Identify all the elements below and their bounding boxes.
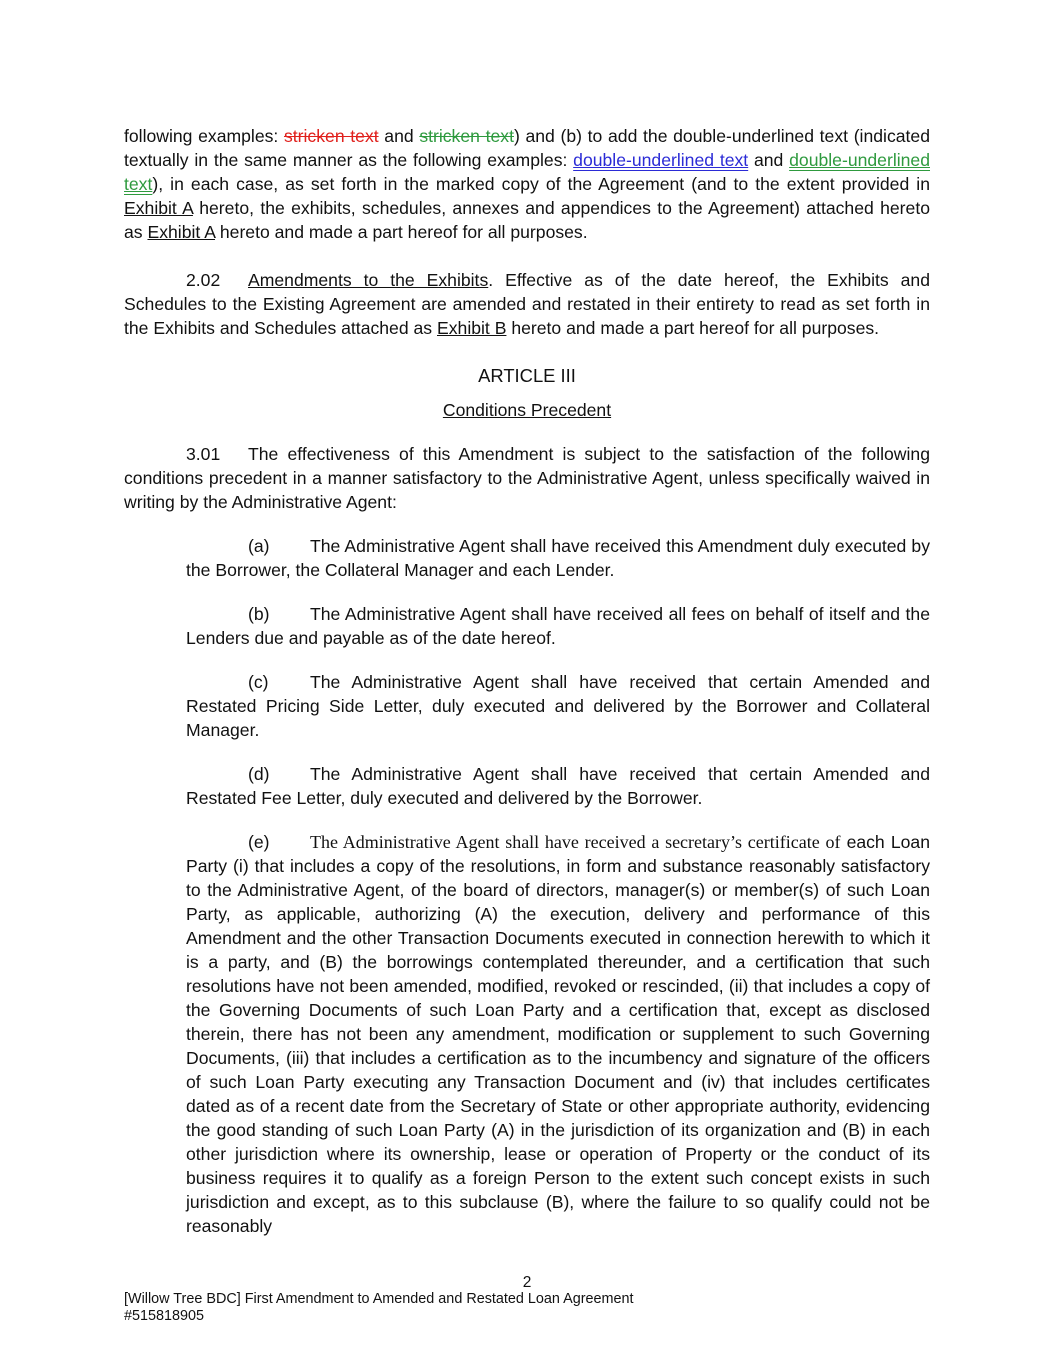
text-run: and [378, 126, 420, 146]
section-heading: Amendments to the Exhibits [248, 270, 489, 290]
text-run: . Effective as of the date hereof, the Exhibits and Schedules to the Existing Agreement are amended and restated in their entirety to read as set forth in the Exhibits and Schedules attached as [124, 270, 930, 338]
condition-item-a [186, 534, 930, 582]
paragraph-amendments-text [124, 124, 930, 244]
item-label: (c) [248, 672, 269, 692]
footer-document-title: [Willow Tree BDC] First Amendment to Amended and Restated Loan Agreement [124, 1291, 634, 1307]
item-text: The Administrative Agent shall have received that certain Amended and Restated Fee Letter, duly executed and delivered by the Borrower. [186, 764, 930, 808]
page-footer [124, 1274, 930, 1325]
exhibit-a-reference: Exhibit A [124, 198, 193, 218]
item-label: (b) [248, 604, 270, 624]
item-label: (a) [248, 536, 270, 556]
stricken-text-green: stricken text [419, 126, 514, 146]
footer-document-id: #515818905 [124, 1308, 205, 1324]
text-run: following examples: [124, 126, 284, 146]
exhibit-a-reference: Exhibit A [147, 222, 215, 242]
item-label: (e) [248, 832, 270, 852]
section-number: 2.02 [186, 270, 221, 290]
item-text: each Loan Party (i) that includes a copy of the resolutions, in form and substance reasonably satisfactory to the Administrative Agent, of the board of directors, manager(s) or member(s) of such Loan Party, as applicable, authorizing (A) the execution, delivery and performance of this Amendment and the other Transaction Documents executed in connection herewith to which it is a party, and (B) the borrowings contemplated thereunder, and a certification that such resolutions have not been amended, modified, revoked or rescinded, (ii) that includes a copy of the Governing Documents of such Loan Party and a certification that, except as disclosed therein, there has not been any amendment, modification or supplement to such Governing Documents, (iii) that includes a certification as to the incumbency and signature of the officers of such Loan Party executing any Transaction Document and (iv) that includes certificates dated as of a recent date from the Secretary of State or other appropriate authority, evidencing the good standing of such Loan Party (A) in the jurisdiction of its organization and (B) in each other jurisdiction where its ownership, lease or operation of Property or the conduct of its business requires it to qualify as a foreign Person to the extent such concept exists in such jurisdiction and except, as to this subclause (B), where the failure to so qualify could not be reasonably [186, 832, 930, 1236]
condition-item-c [186, 670, 930, 742]
page-number: 2 [522, 1274, 532, 1291]
item-text: The Administrative Agent shall have received this Amendment duly executed by the Borrower, the Collateral Manager and each Lender. [186, 536, 930, 580]
item-label: (d) [248, 764, 270, 784]
stricken-text-red: stricken text [283, 126, 379, 146]
section-number: 3.01 [186, 444, 221, 464]
item-lead-text: The Administrative Agent shall have received a secretary’s certificate of [310, 832, 841, 852]
text-run: ), in each case, as set forth in the marked copy of the Agreement (and to the extent provided in [152, 174, 930, 194]
text-run: hereto, the exhibits, schedules, annexes and appendices to the Agreement) attached hereto as [124, 198, 930, 242]
item-text: The Administrative Agent shall have received that certain Amended and Restated Pricing Side Letter, duly executed and delivered by the Borrower and Collateral Manager. [186, 672, 930, 740]
text-run: hereto and made a part hereof for all purposes. [214, 222, 588, 242]
text-run: ) and (b) to add the double-underlined text (indicated textually in the same manner as the following examples: [124, 126, 930, 170]
section-text: The effectiveness of this Amendment is subject to the satisfaction of the following conditions precedent in a manner satisfactory to the Administrative Agent, unless specifically waived in writing by the Administrative Agent: [124, 444, 930, 512]
text-run: hereto and made a part hereof for all purposes. [506, 318, 880, 338]
condition-item-e [186, 830, 930, 1238]
text-run: and [748, 150, 790, 170]
article-title: ARTICLE III [478, 365, 576, 386]
section-3-01 [124, 442, 930, 514]
condition-item-b [186, 602, 930, 650]
article-subtitle [124, 398, 930, 422]
article-subtitle-text: Conditions Precedent [442, 400, 612, 420]
double-underlined-text-green: double-underlined text [124, 150, 930, 194]
condition-item-d [186, 762, 930, 810]
double-underlined-text-blue: double-underlined text [573, 150, 749, 170]
item-text: The Administrative Agent shall have received all fees on behalf of itself and the Lenders due and payable as of the date hereof. [186, 604, 930, 648]
document-page [124, 124, 930, 1238]
exhibit-b-reference: Exhibit B [437, 318, 507, 338]
section-2-02 [124, 268, 930, 340]
